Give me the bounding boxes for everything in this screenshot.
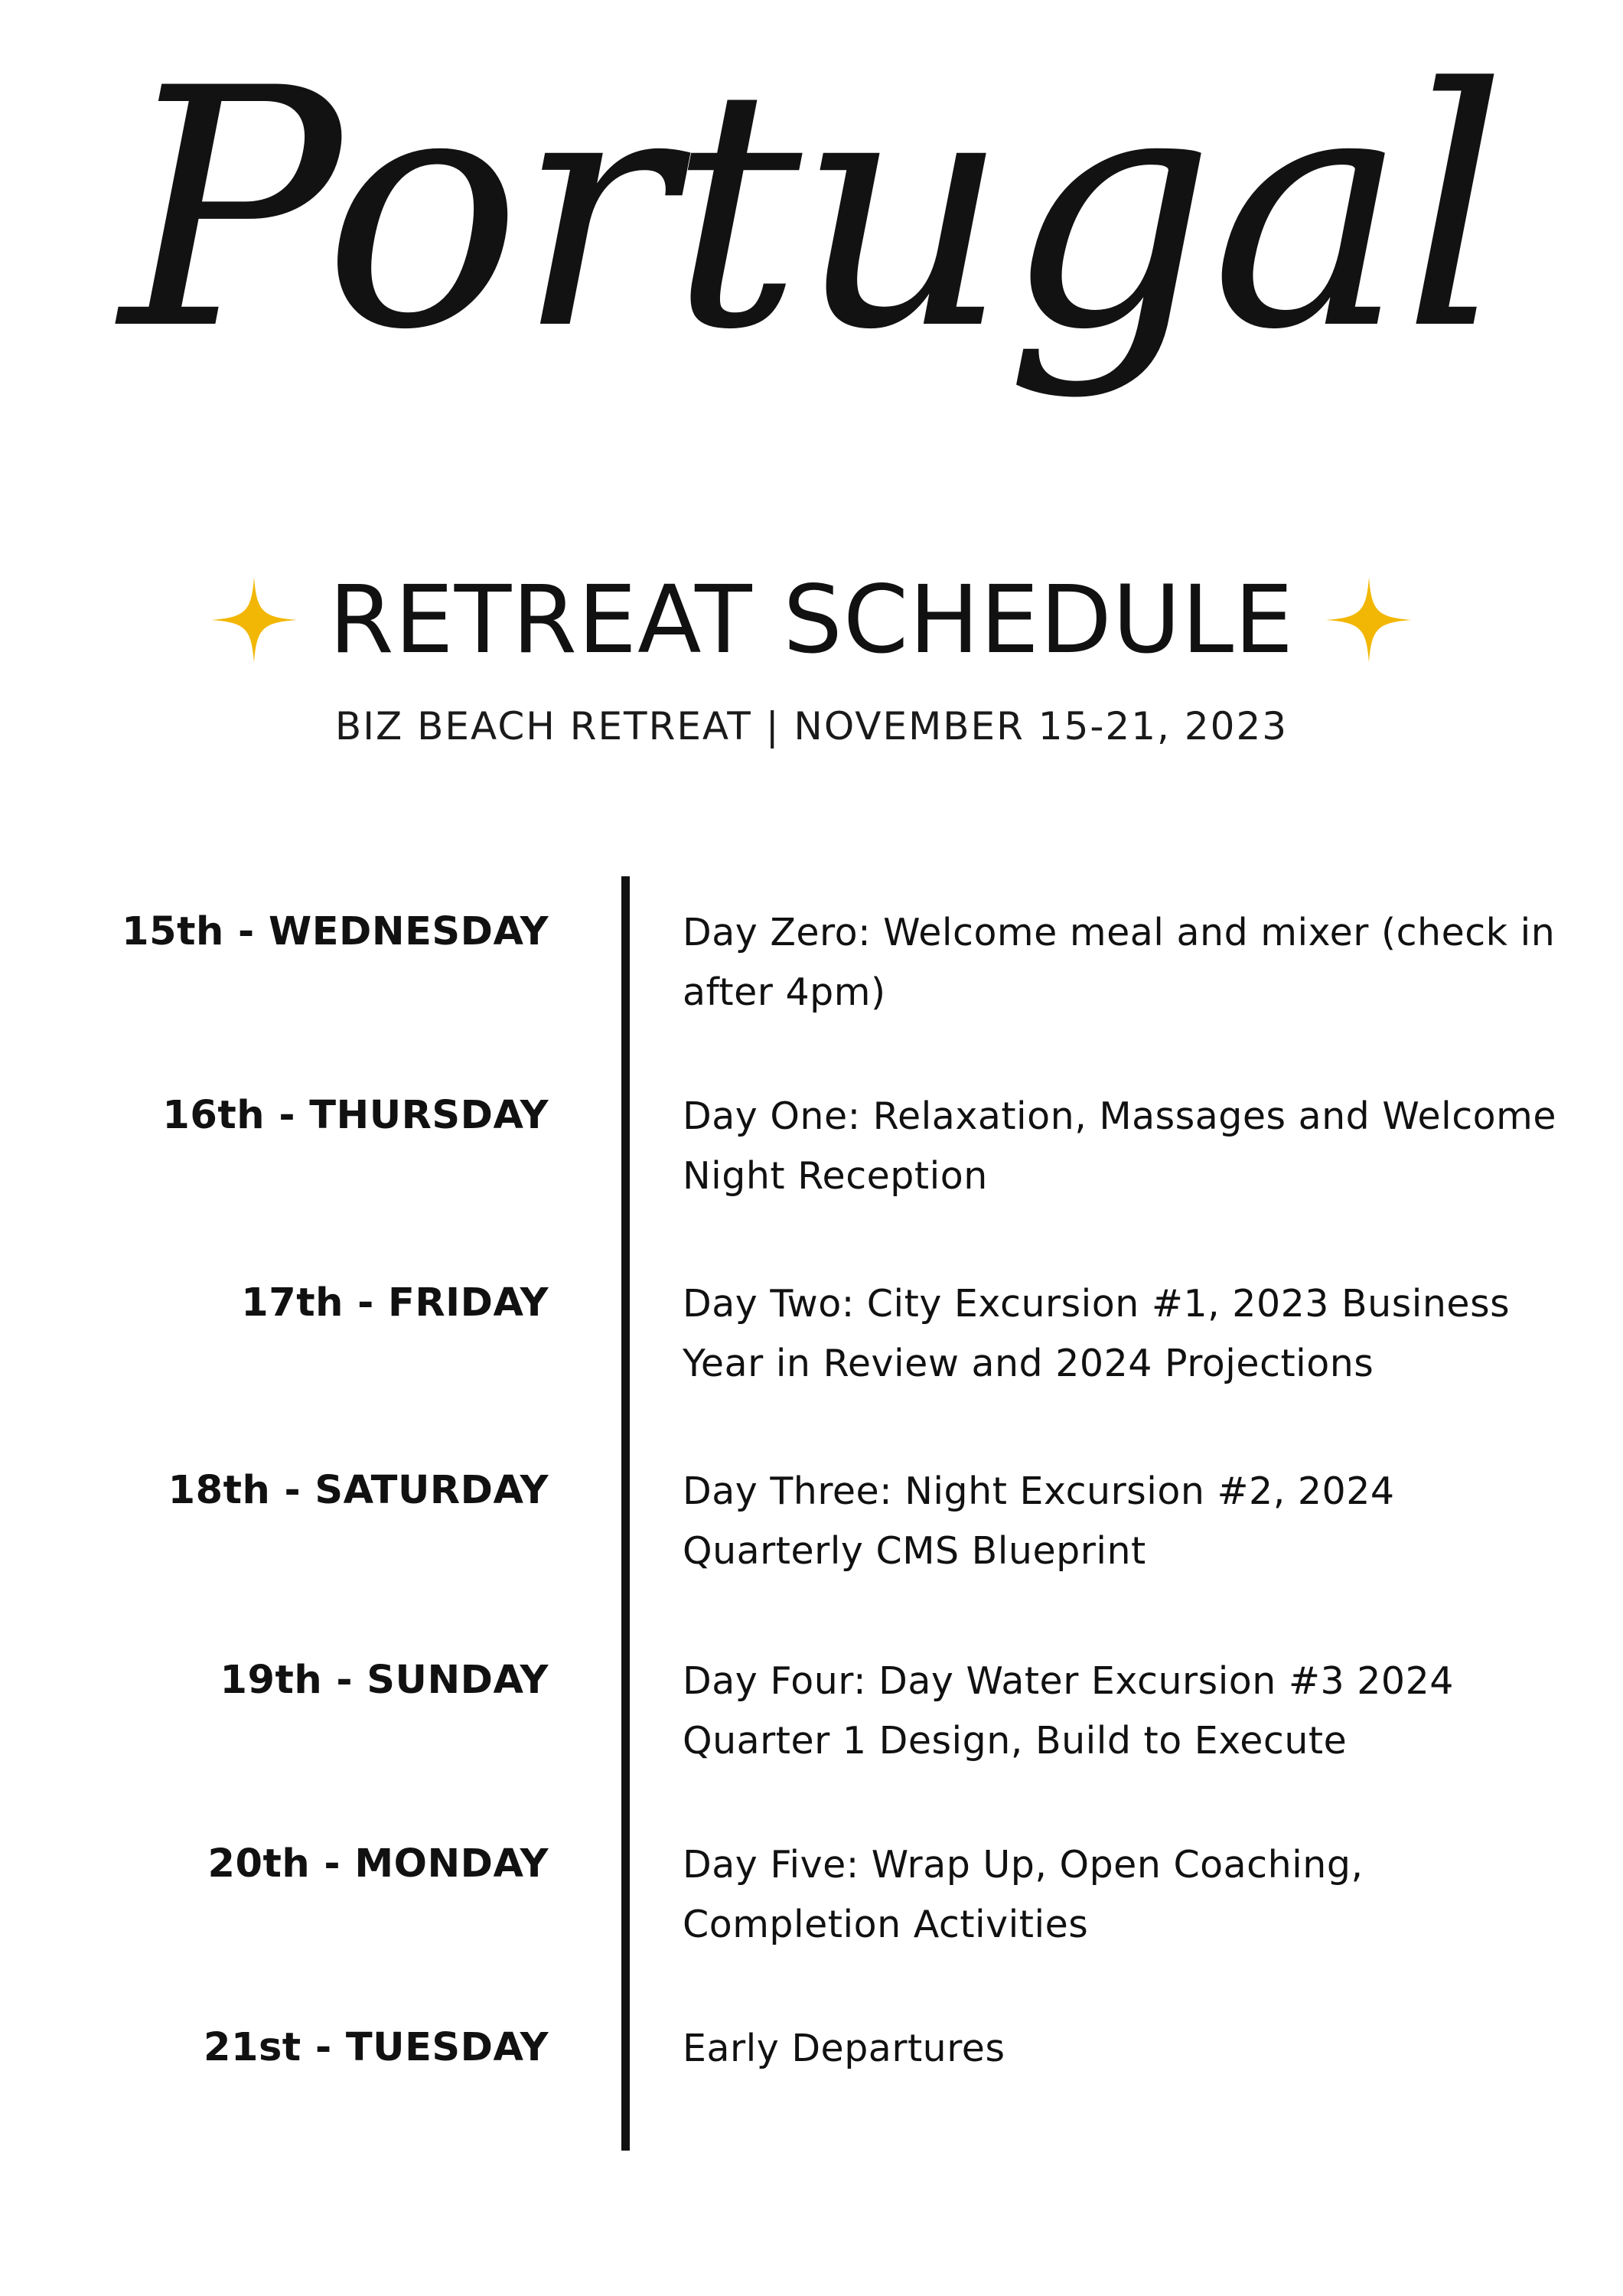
- timeline-divider: [621, 876, 630, 2151]
- schedule-day-label: 15th - WEDNESDAY: [122, 909, 549, 954]
- schedule-day-description: Day Three: Night Excursion #2, 2024 Quarterly CMS Blueprint: [683, 1469, 1395, 1573]
- sparkle-right-icon: [1326, 577, 1412, 663]
- schedule-day-label: 17th - FRIDAY: [241, 1280, 549, 1326]
- script-title: Portugal: [119, 19, 1504, 402]
- schedule-day-description: Day Four: Day Water Excursion #3 2024 Quarter 1 Design, Build to Execute: [683, 1659, 1454, 1763]
- schedule-day-label: 19th - SUNDAY: [220, 1658, 549, 1703]
- schedule-day-description: Early Departures: [683, 2027, 1005, 2070]
- page-heading: RETREAT SCHEDULE: [328, 566, 1295, 674]
- schedule-day-description: Day Two: City Excursion #1, 2023 Business Year in Review and 2024 Projections: [683, 1282, 1511, 1385]
- schedule-day-description: Day Five: Wrap Up, Open Coaching, Completion Activities: [683, 1843, 1364, 1946]
- schedule-day-label: 20th - MONDAY: [207, 1841, 549, 1887]
- schedule-day-label: 18th - SATURDAY: [168, 1468, 549, 1513]
- schedule-day-description: Day One: Relaxation, Massages and Welcome Night Reception: [683, 1094, 1556, 1198]
- sparkle-left-icon: [211, 577, 297, 663]
- schedule-day-description: Day Zero: Welcome meal and mixer (check in after 4pm): [683, 911, 1556, 1014]
- schedule-day-label: 16th - THURSDAY: [162, 1093, 549, 1138]
- event-subheading: BIZ BEACH RETREAT | NOVEMBER 15-21, 2023: [334, 704, 1289, 748]
- schedule-day-label: 21st - TUESDAY: [203, 2025, 549, 2070]
- heading-row: [0, 559, 1623, 681]
